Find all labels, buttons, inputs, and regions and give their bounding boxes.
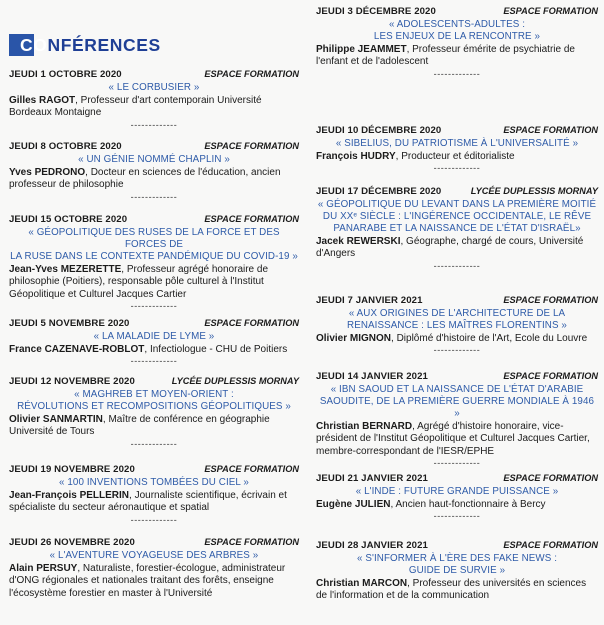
- entry-date: JEUDI 26 NOVEMBRE 2020: [9, 537, 135, 548]
- entry-venue: ESPACE FORMATION: [503, 371, 598, 381]
- entry-speaker: [9, 490, 299, 515]
- entry-dateline: [9, 537, 299, 550]
- entry-title-line: « AUX ORIGINES DE L'ARCHITECTURE DE LA: [348, 308, 566, 319]
- entry-title: [316, 553, 598, 577]
- entry-speaker: [9, 167, 299, 192]
- entry-venue: ESPACE FORMATION: [204, 464, 299, 474]
- entry-title-line: PANARABE ET LA NAISSANCE DE L'ÉTAT D'ISRAËL»: [333, 223, 581, 234]
- entry-speaker: [316, 151, 598, 163]
- entry-date: JEUDI 3 DÉCEMBRE 2020: [316, 6, 436, 17]
- speaker-name: Christian BERNARD: [316, 421, 413, 432]
- entry-title: [9, 154, 299, 166]
- entry-title-line: « GÉOPOLITIQUE DES RUSES DE LA FORCE ET DES FORCES DE: [28, 227, 280, 250]
- entry-title: [316, 138, 598, 150]
- entry-date: JEUDI 14 JANVIER 2021: [316, 371, 428, 382]
- entry-speaker: [316, 44, 598, 69]
- entry-title-line: « GÉOPOLITIQUE DU LEVANT DANS LA PREMIÈRE MOITIÉ: [317, 199, 597, 210]
- entry-title-line: « L'INDE : FUTURE GRANDE PUISSANCE »: [355, 486, 559, 497]
- entry-separator: -------------: [130, 301, 178, 312]
- entry-dateline: [9, 214, 299, 227]
- entry-separator: -------------: [433, 511, 481, 522]
- entry-separator: -------------: [433, 68, 481, 79]
- entry-title: [9, 227, 299, 263]
- speaker-name: Jean-Yves MEZERETTE: [9, 264, 122, 275]
- entry-date: JEUDI 10 DÉCEMBRE 2020: [316, 125, 442, 136]
- entry-speaker: [9, 563, 299, 600]
- entry-speaker: [316, 499, 598, 511]
- entry-speaker: [316, 236, 598, 261]
- entry-date: JEUDI 12 NOVEMBRE 2020: [9, 376, 135, 387]
- entry-dateline: [316, 540, 598, 553]
- page-title: [20, 34, 161, 56]
- entry-separator: -------------: [130, 191, 178, 202]
- conference-entry: [9, 537, 299, 600]
- entry-title: [316, 486, 598, 498]
- entry-separator: -------------: [130, 119, 178, 130]
- entry-dateline: [316, 473, 598, 486]
- conference-entry: [316, 540, 598, 603]
- entry-title: [316, 199, 598, 235]
- speaker-description: , Journaliste scientifique, écrivain et spécialiste du secteur aéronautique et spatial: [9, 490, 287, 514]
- entry-date: JEUDI 15 OCTOBRE 2020: [9, 214, 128, 225]
- speaker-description: , Géographe, chargé de cours, Université d'Angers: [316, 236, 584, 260]
- entry-title-line: « L'AVENTURE VOYAGEUSE DES ARBRES »: [49, 550, 259, 561]
- speaker-description: , Professeur agrégé honoraire de philosophie (Poitiers), responsable pôle culturel à l'Institut Géopolitique et Culturel Jacques Cartier: [9, 264, 269, 300]
- page-title-prefix: CO: [20, 35, 48, 55]
- conference-entry: [9, 214, 299, 310]
- entry-dateline: [316, 186, 598, 199]
- entry-title-line: « UN GÉNIE NOMMÉ CHAPLIN »: [78, 154, 230, 165]
- entry-speaker: [9, 264, 299, 301]
- entry-dateline: [9, 141, 299, 154]
- entry-date: JEUDI 8 OCTOBRE 2020: [9, 141, 122, 152]
- entry-date: JEUDI 28 JANVIER 2021: [316, 540, 428, 551]
- entry-speaker: [316, 421, 598, 458]
- entry-title: [9, 477, 299, 489]
- conference-entry: [316, 186, 598, 270]
- entry-separator: -------------: [433, 458, 481, 469]
- conference-entry: [316, 6, 598, 78]
- entry-venue: ESPACE FORMATION: [503, 6, 598, 16]
- speaker-name: Gilles RAGOT: [9, 95, 76, 106]
- entry-dateline: [316, 371, 598, 384]
- speaker-name: Christian MARCON: [316, 578, 408, 589]
- entry-separator: -------------: [433, 163, 481, 174]
- entry-venue: LYCÉE DUPLESSIS MORNAY: [470, 186, 598, 196]
- entry-title-line: « ADOLESCENTS-ADULTES :: [388, 19, 526, 30]
- entry-title: [9, 82, 299, 94]
- entry-separator: -------------: [130, 356, 178, 367]
- entry-speaker: [316, 578, 598, 603]
- entry-date: JEUDI 5 NOVEMBRE 2020: [9, 318, 130, 329]
- entry-venue: ESPACE FORMATION: [503, 125, 598, 135]
- entry-separator: -------------: [433, 345, 481, 356]
- entry-date: JEUDI 7 JANVIER 2021: [316, 295, 423, 306]
- entry-title: [9, 389, 299, 413]
- speaker-name: Olivier SANMARTIN: [9, 414, 103, 425]
- speaker-description: , Agrégé d'histoire honoraire, vice-président de l'Institut Géopolitique et Culturel Jacques Cartier, membre-correspondant de l'IESR/EPHE: [316, 421, 590, 457]
- entry-title-line: LES ENJEUX DE LA RENCONTRE »: [373, 31, 541, 42]
- entry-date: JEUDI 1 OCTOBRE 2020: [9, 69, 122, 80]
- speaker-name: François HUDRY: [316, 151, 396, 162]
- speaker-description: , Producteur et éditorialiste: [395, 151, 515, 162]
- entry-speaker: [316, 333, 598, 345]
- entry-title-line: « IBN SAOUD ET LA NAISSANCE DE L'ÉTAT D'ARABIE: [330, 384, 584, 395]
- speaker-description: , Professeur des universités en sciences de l'information et de la communication: [316, 578, 587, 602]
- speaker-name: Yves PEDRONO: [9, 167, 86, 178]
- speaker-name: Jacek REWERSKI: [316, 236, 401, 247]
- entry-title-line: RÉVOLUTIONS ET RECOMPOSITIONS GÉOPOLITIQUES »: [17, 401, 291, 412]
- speaker-name: Eugène JULIEN: [316, 499, 391, 510]
- entry-title: [9, 550, 299, 562]
- entry-title: [316, 384, 598, 420]
- conferences-header: [9, 34, 161, 56]
- conference-entry: [9, 464, 299, 524]
- entry-title: [9, 331, 299, 343]
- entry-title-line: DU XXᵉ SIÈCLE : L'INGÉRENCE OCCIDENTALE, LE RÊVE: [322, 211, 592, 222]
- entry-title-line: GUIDE DE SURVIE »: [408, 565, 506, 576]
- entry-dateline: [316, 6, 598, 19]
- entry-dateline: [316, 295, 598, 308]
- entry-dateline: [9, 69, 299, 82]
- speaker-description: , Diplômé d'histoire de l'Art, Ecole du Louvre: [391, 333, 588, 344]
- entry-title-line: LA RUSE DANS LE CONTEXTE PANDÉMIQUE DU COVID-19 »: [10, 251, 298, 262]
- entry-dateline: [316, 125, 598, 138]
- conference-entry: [9, 141, 299, 201]
- speaker-name: Jean-François PELLERIN: [9, 490, 130, 501]
- entry-speaker: [9, 344, 299, 356]
- entry-title-line: « SIBELIUS, DU PATRIOTISME À L'UNIVERSALITÉ »: [335, 138, 579, 149]
- entry-venue: ESPACE FORMATION: [204, 318, 299, 328]
- conference-entry: [316, 473, 598, 520]
- speaker-description: , Infectiologue - CHU de Poitiers: [144, 344, 288, 355]
- entry-title-line: « S'INFORMER À L'ÈRE DES FAKE NEWS :: [356, 553, 558, 564]
- speaker-description: , Docteur en sciences de l'éducation, ancien professeur de philosophie: [9, 167, 281, 191]
- entry-dateline: [9, 464, 299, 477]
- speaker-name: Olivier MIGNON: [316, 333, 392, 344]
- entry-venue: ESPACE FORMATION: [503, 473, 598, 483]
- entry-title-line: « LE CORBUSIER »: [108, 82, 200, 93]
- page-title-rest: NFÉRENCES: [47, 35, 161, 55]
- entry-date: JEUDI 17 DÉCEMBRE 2020: [316, 186, 442, 197]
- entry-venue: ESPACE FORMATION: [204, 214, 299, 224]
- entry-venue: ESPACE FORMATION: [204, 69, 299, 79]
- conference-entry: [316, 371, 598, 467]
- speaker-name: France CAZENAVE-ROBLOT: [9, 344, 145, 355]
- entry-venue: ESPACE FORMATION: [204, 141, 299, 151]
- conference-entry: [9, 69, 299, 129]
- conference-entry: [9, 376, 299, 448]
- conference-entry: [316, 125, 598, 172]
- entry-dateline: [9, 318, 299, 331]
- entry-date: JEUDI 21 JANVIER 2021: [316, 473, 428, 484]
- entry-title: [316, 19, 598, 43]
- entry-date: JEUDI 19 NOVEMBRE 2020: [9, 464, 135, 475]
- conference-entry: [316, 295, 598, 354]
- speaker-description: , Maître de conférence en géographie Université de Tours: [9, 414, 270, 438]
- entry-speaker: [9, 95, 299, 120]
- speaker-description: , Naturaliste, forestier-écologue, administrateur d'ONG régionales et nationales traitant des forêts, enseigne l'écosystème forestier en master à l'Université: [9, 563, 286, 599]
- entry-title-line: « LA MALADIE DE LYME »: [93, 331, 215, 342]
- entry-venue: LYCÉE DUPLESSIS MORNAY: [171, 376, 299, 386]
- entry-dateline: [9, 376, 299, 389]
- entry-speaker: [9, 414, 299, 439]
- conference-entry: [9, 318, 299, 365]
- speaker-description: , Ancien haut-fonctionnaire à Bercy: [390, 499, 546, 510]
- entry-separator: -------------: [433, 260, 481, 271]
- entry-title: [316, 308, 598, 332]
- speaker-description: , Professeur d'art contemporain Université Bordeaux Montaigne: [9, 95, 262, 119]
- speaker-name: Philippe JEAMMET: [316, 44, 407, 55]
- speaker-description: , Professeur émérite de psychiatrie de l'enfant et de l'adolescent: [316, 44, 575, 68]
- entry-title-line: RENAISSANCE : LES MAÎTRES FLORENTINS »: [347, 320, 567, 331]
- entry-separator: -------------: [130, 438, 178, 449]
- entry-title-line: SAOUDITE, DE LA PREMIÈRE GUERRE MONDIALE À 1946 »: [319, 396, 595, 419]
- speaker-name: Alain PERSUY: [9, 563, 78, 574]
- entry-title-line: « 100 INVENTIONS TOMBÉES DU CIEL »: [59, 477, 249, 488]
- entry-venue: ESPACE FORMATION: [204, 537, 299, 547]
- entry-venue: ESPACE FORMATION: [503, 295, 598, 305]
- entry-venue: ESPACE FORMATION: [503, 540, 598, 550]
- entry-title-line: « MAGHREB ET MOYEN-ORIENT :: [74, 389, 234, 400]
- entry-separator: -------------: [130, 514, 178, 525]
